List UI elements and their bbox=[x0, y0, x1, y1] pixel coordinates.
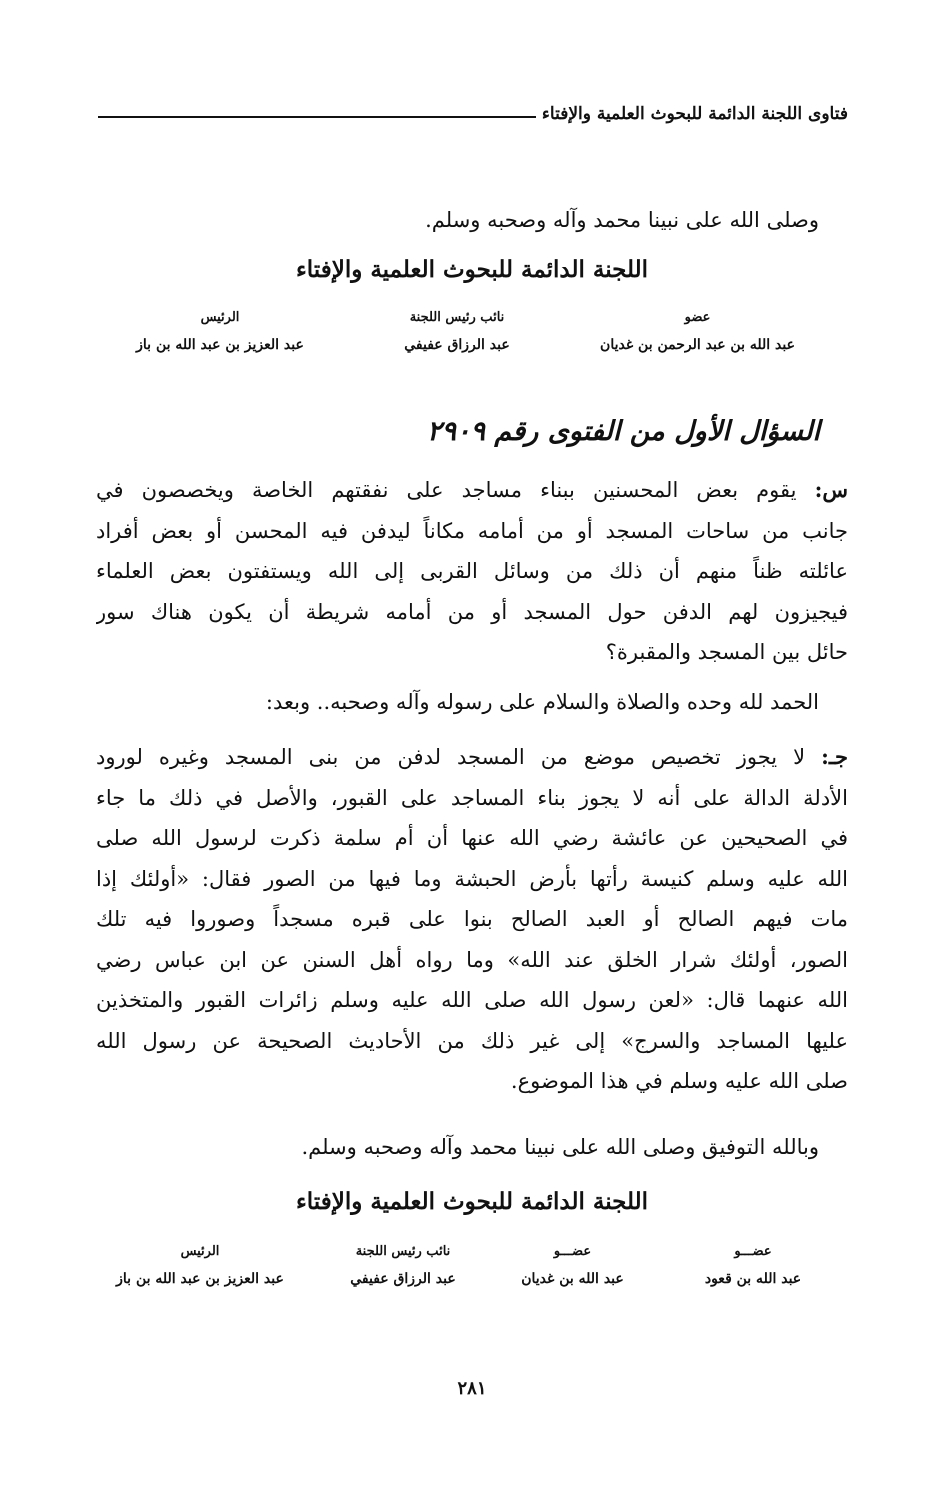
signature-role: نائب رئيس اللجنة bbox=[409, 310, 505, 325]
signature-role: عضو bbox=[684, 310, 711, 325]
question-line: عائلته ظناً منهم أن ذلك من وسائل القربى إلى الله ويستفتون بعض العلماء bbox=[96, 559, 848, 583]
closing-prayer-1: وصلى الله على نبينا محمد وآله وصحبه وسلم. bbox=[425, 208, 819, 232]
signature-role: الرئيس bbox=[180, 1244, 220, 1259]
answer-line: صلى الله عليه وسلم في هذا الموضوع. bbox=[510, 1069, 848, 1093]
signature-vice-president-2 bbox=[328, 1244, 478, 1287]
question-line: حائل بين المسجد والمقبرة؟ bbox=[605, 640, 848, 664]
signature-name: عبد العزيز بن عبد الله بن باز bbox=[116, 1271, 284, 1287]
signature-member-1 bbox=[575, 310, 820, 353]
signature-name: عبد الرزاق عفيفي bbox=[404, 337, 510, 353]
signature-name: عبد العزيز بن عبد الله بن باز bbox=[136, 337, 304, 353]
committee-name-2: اللجنة الدائمة للبحوث العلمية والإفتاء bbox=[295, 1188, 649, 1215]
signature-name: عبد الله بن غديان bbox=[521, 1271, 624, 1287]
question-line: فيجيزون لهم الدفن حول المسجد أو من أمامه شريطة أن يكون هناك سور bbox=[96, 599, 848, 624]
question-paragraph bbox=[96, 470, 848, 673]
running-header-title: فتاوى اللجنة الدائمة للبحوث العلمية والإفتاء bbox=[541, 104, 848, 124]
signature-name: عبد الله بن قعود bbox=[704, 1271, 802, 1287]
running-header bbox=[98, 90, 848, 124]
signature-role: الرئيس bbox=[200, 310, 240, 325]
signature-role: عضـــو bbox=[734, 1244, 772, 1259]
signature-member-2a bbox=[505, 1244, 640, 1287]
signature-role: عضـــو bbox=[553, 1244, 592, 1259]
answer-line: الله عنهما قال: «لعن رسول الله صلى الله عليه وسلم زائرات القبور والمتخذين bbox=[96, 988, 848, 1012]
signature-president-1 bbox=[120, 310, 320, 353]
answer-line: عليها المساجد والسرج» إلى غير ذلك من الأحاديث الصحيحة عن رسول الله bbox=[96, 1028, 848, 1053]
answer-line: الأدلة الدالة على أنه لا يجوز بناء المساجد على القبور، والأصل في ذلك ما جاء bbox=[96, 785, 848, 810]
signature-name: عبد الرزاق عفيفي bbox=[350, 1271, 456, 1287]
signature-name: عبد الله بن عبد الرحمن بن غديان bbox=[600, 337, 795, 353]
fatwa-title: السؤال الأول من الفتوى رقم ٢٩٠٩ bbox=[427, 416, 820, 447]
signature-role: نائب رئيس اللجنة bbox=[355, 1244, 451, 1259]
answer-line: في الصحيحين عن عائشة رضي الله عنها أن أم سلمة ذكرت لرسول الله صلى bbox=[96, 826, 848, 850]
committee-name-1: اللجنة الدائمة للبحوث العلمية والإفتاء bbox=[295, 256, 649, 283]
answer-line: الله عليه وسلم كنيسة رأتها بأرض الحبشة وما فيها من الصور فقال: «أولئك إذا bbox=[96, 866, 848, 891]
closing-prayer-2: وبالله التوفيق وصلى الله على نبينا محمد وآله وصحبه وسلم. bbox=[301, 1135, 819, 1159]
signature-vice-president-1 bbox=[382, 310, 532, 353]
running-header-rule bbox=[98, 116, 536, 118]
question-prefix: س: bbox=[814, 477, 848, 502]
signature-member-2b bbox=[688, 1244, 818, 1287]
question-line: س: يقوم بعض المحسنين ببناء مساجد على نفقتهم الخاصة ويخصصون في bbox=[96, 477, 848, 502]
praise-line: الحمد لله وحده والصلاة والسلام على رسوله وآله وصحبه.. وبعد: bbox=[265, 690, 819, 714]
answer-prefix: جـ: bbox=[821, 744, 848, 769]
answer-line: مات فيهم الصالح أو العبد الصالح بنوا على قبره مسجداً وصوروا فيه تلك bbox=[96, 907, 848, 931]
page-number: ٢٨١ bbox=[457, 1378, 487, 1399]
question-line: جانب من ساحات المسجد أو من أمامه مكاناً ليدفن فيه المحسن أو بعض أفراد bbox=[96, 518, 848, 543]
answer-paragraph bbox=[96, 737, 848, 1102]
signature-president-2 bbox=[100, 1244, 300, 1287]
answer-line: جـ: لا يجوز تخصيص موضع من المسجد لدفن من بنى المسجد وغيره لورود bbox=[96, 744, 848, 769]
answer-line: الصور، أولئك شرار الخلق عند الله» وما رواه أهل السنن عن ابن عباس رضي bbox=[96, 947, 848, 972]
